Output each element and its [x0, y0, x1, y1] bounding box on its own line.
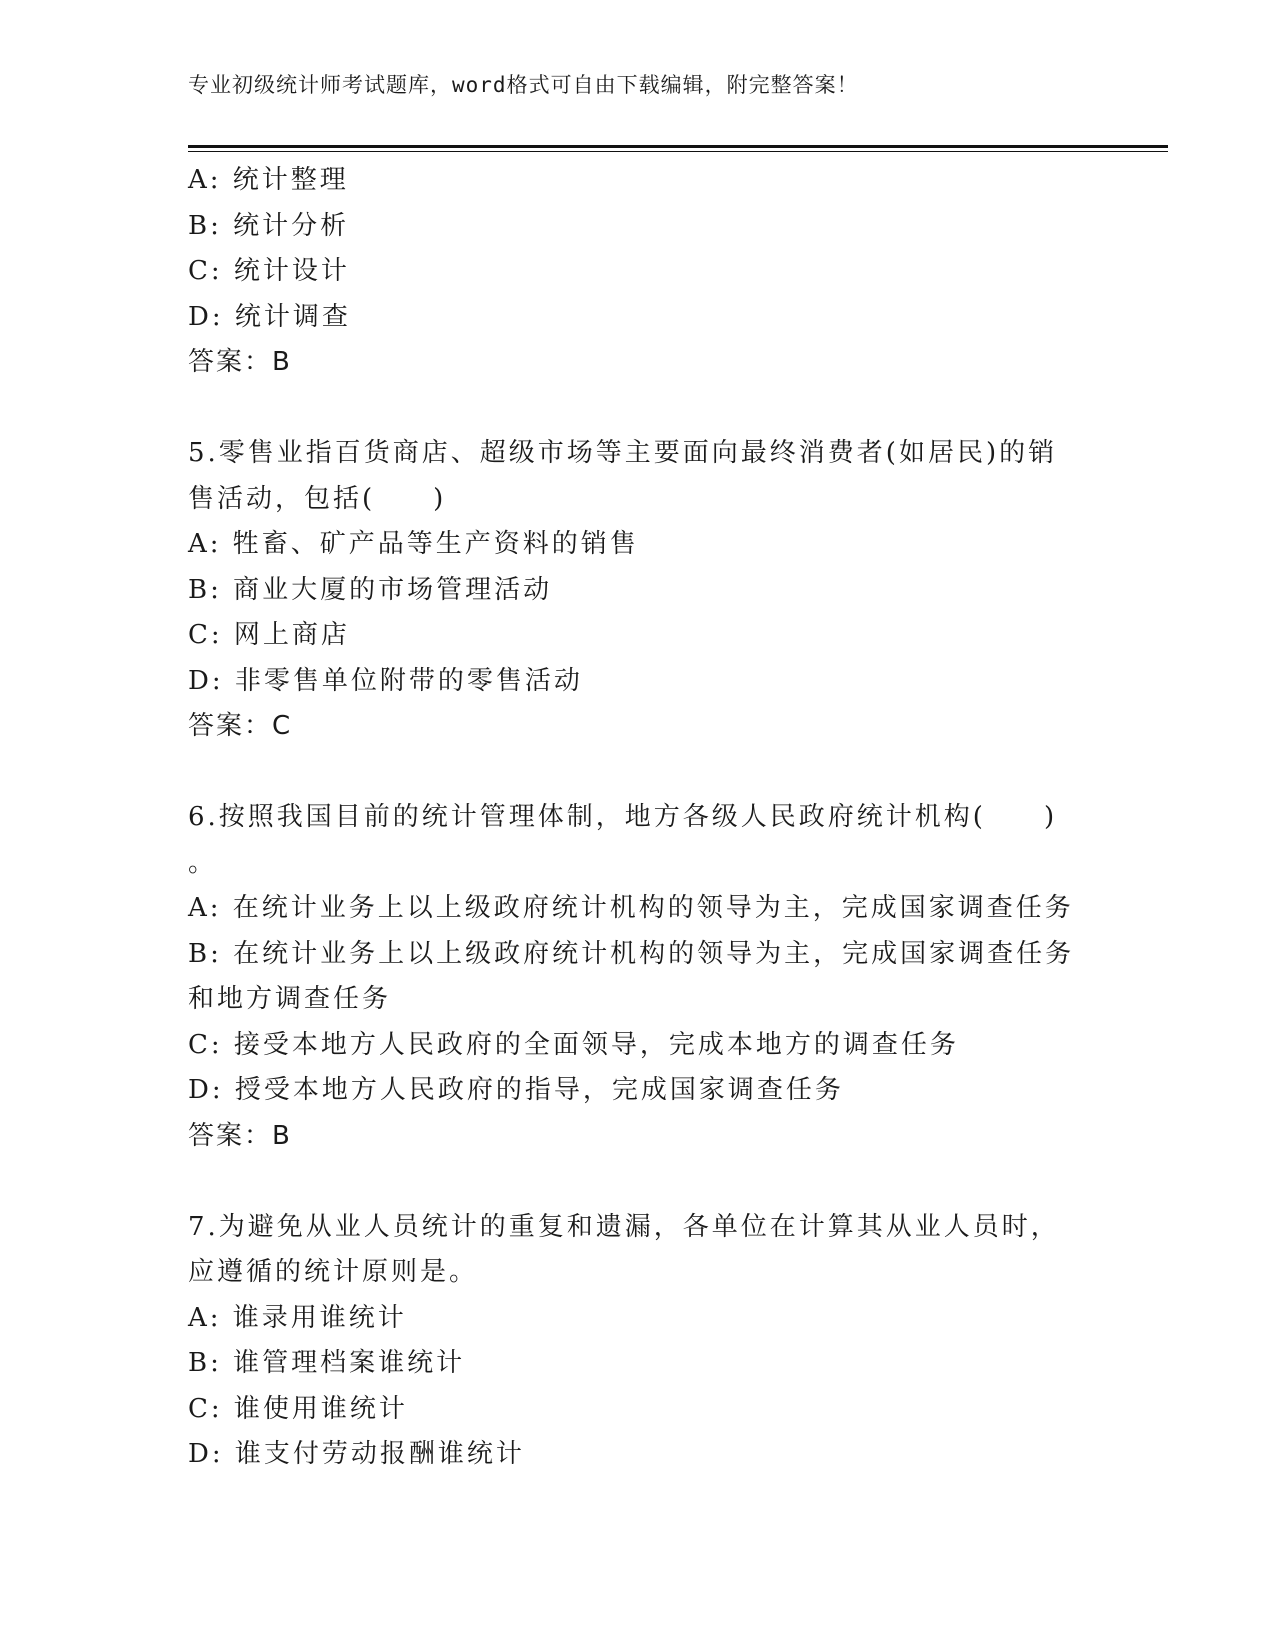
option-b: B: 在统计业务上以上级政府统计机构的领导为主，完成国家调查任务 [188, 938, 1075, 969]
option-a: A: 谁录用谁统计 [188, 1302, 407, 1333]
option-b-continued: 和地方调查任务 [188, 984, 392, 1014]
spacer [188, 1159, 1088, 1205]
page-header: 专业初级统计师考试题库，word格式可自由下载编辑，附完整答案！ [188, 73, 859, 97]
question-text: 5.零售业指百货商店、超级市场等主要面向最终消费者(如居民)的销 [188, 438, 1058, 468]
option-c: C: 网上商店 [188, 620, 350, 650]
option-c: C: 接受本地方人民政府的全面领导，完成本地方的调查任务 [188, 1029, 959, 1060]
option-a: A: 在统计业务上以上级政府统计机构的领导为主，完成国家调查任务 [188, 893, 1074, 923]
header-rule-thick [188, 145, 1168, 148]
answer: 答案：B [188, 1120, 292, 1151]
option-c: C: 统计设计 [188, 256, 350, 286]
option-d: D: 授受本地方人民政府的指导，完成国家调查任务 [188, 1075, 844, 1105]
question-5 [188, 431, 1088, 750]
option-a: A: 牲畜、矿产品等生产资料的销售 [188, 529, 639, 559]
question-4-options [188, 158, 1088, 386]
question-text: 6.按照我国目前的统计管理体制，地方各级人民政府统计机构( ) [188, 802, 1058, 832]
option-b: B: 商业大厦的市场管理活动 [188, 574, 553, 605]
question-text: 应遵循的统计原则是。 [188, 1257, 479, 1287]
question-text: 7.为避免从业人员统计的重复和遗漏，各单位在计算其从业人员时， [188, 1211, 1060, 1242]
question-content [188, 158, 1088, 1478]
question-text: 。 [188, 847, 218, 878]
option-d: D: 谁支付劳动报酬谁统计 [188, 1439, 525, 1469]
question-7 [188, 1205, 1088, 1478]
option-d: D: 非零售单位附带的零售活动 [188, 665, 583, 696]
option-c: C: 谁使用谁统计 [188, 1393, 408, 1424]
spacer [188, 750, 1088, 796]
spacer [188, 386, 1088, 432]
option-b: B: 统计分析 [188, 210, 350, 241]
answer: 答案：C [188, 711, 293, 741]
option-a: A: 统计整理 [188, 165, 349, 195]
answer: 答案：B [188, 347, 292, 377]
option-b: B: 谁管理档案谁统计 [188, 1348, 466, 1378]
option-d: D: 统计调查 [188, 301, 351, 332]
header-rule-thin [188, 151, 1168, 152]
question-text: 售活动，包括( ) [188, 483, 447, 514]
question-6 [188, 795, 1088, 1159]
